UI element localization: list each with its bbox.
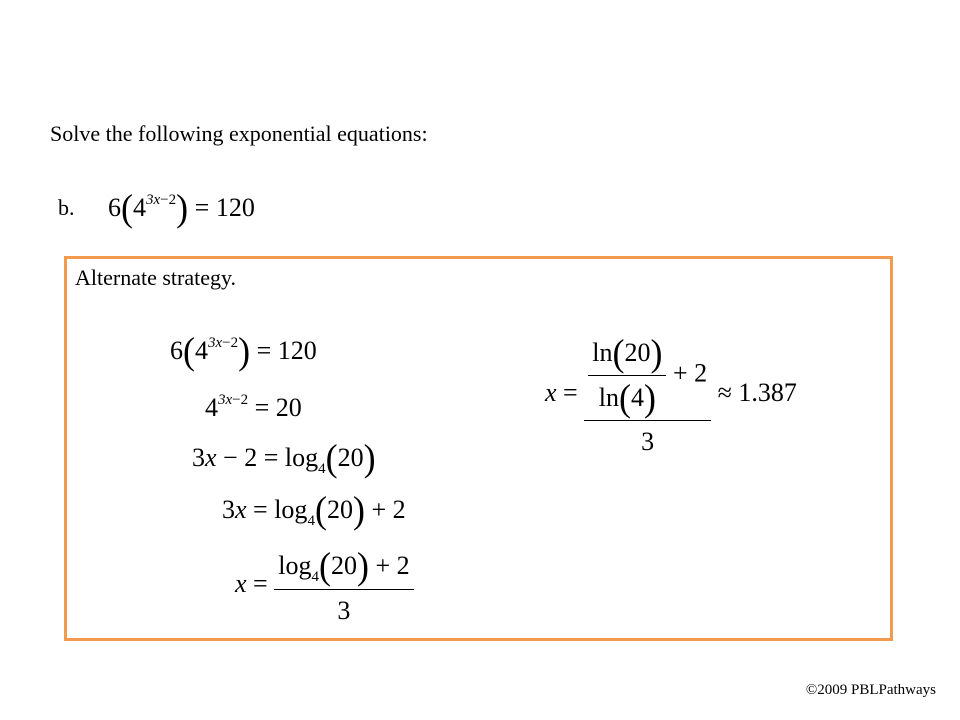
side-result-equation: x = $\frac{\ln(20)}{\ln(4)}$ + 2 3 ≈ 1.387 bbox=[545, 332, 797, 456]
slide-heading: Solve the following exponential equations: bbox=[50, 121, 428, 146]
problem-equation: $6(4^{3x-2}) = 120$ bbox=[108, 187, 255, 229]
step-5-fraction: $\frac{\log_4(20) + 2}{3}$ bbox=[274, 548, 413, 624]
side-outer-fraction: $\frac{\ln(20)}{\ln(4)}$ + 2 3 bbox=[584, 335, 711, 455]
step-1-equation: $6(4^{3x-2}) = 120$ bbox=[170, 330, 317, 372]
box-title: Alternate strategy. bbox=[75, 265, 237, 290]
copyright-footer: ©2009 PBLPathways bbox=[805, 682, 936, 698]
part-label: b. bbox=[58, 195, 75, 220]
step-3-equation: $3x - 2 = \log_4(20)$ bbox=[192, 437, 376, 479]
step-4-equation: $3x = \log_4(20) + 2$ bbox=[222, 489, 406, 531]
step-5-equation: x = $\frac{\log_4(20) + 2}{3}$ bbox=[235, 548, 414, 624]
step-2-equation: $4^{3x-2} = 20$ bbox=[205, 392, 302, 422]
side-inner-fraction: $\frac{\ln(20)}{\ln(4)}$ bbox=[588, 335, 666, 416]
approx-value: 1.387 bbox=[738, 377, 797, 407]
